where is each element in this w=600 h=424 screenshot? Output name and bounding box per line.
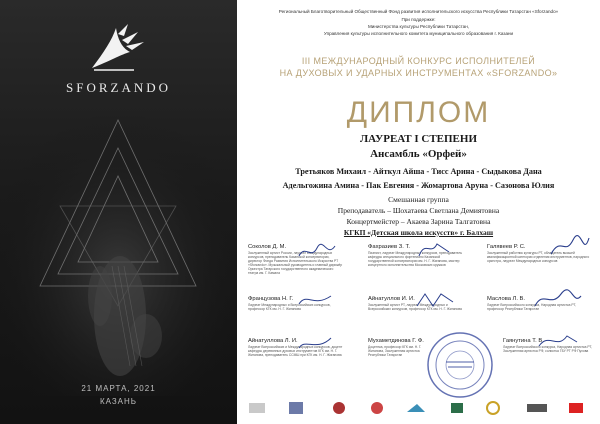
event-city: КАЗАНЬ xyxy=(99,397,138,406)
organization-stamp-icon xyxy=(426,331,494,399)
ring-logo-icon xyxy=(487,402,499,414)
partner-logos-strip xyxy=(247,400,592,416)
support-label: При поддержке: xyxy=(401,17,436,22)
jury-member: Айнатуллов И. И. Заслуженный артист РТ, лауреат Международных и Всероссийских конкурсов, профессор КГК им. Н. Г. Жиганова xyxy=(368,296,462,312)
teacher: Преподаватель – Шохатаева Светлана Демиятовна xyxy=(337,206,500,215)
category: Смешанная группа xyxy=(388,195,449,204)
contest-title-line1: III МЕЖДУНАРОДНЫЙ КОНКУРС ИСПОЛНИТЕЛЕЙ xyxy=(301,56,536,66)
signature-icon xyxy=(547,234,591,260)
laureate-degree: ЛАУРЕАТ I СТЕПЕНИ xyxy=(359,133,478,145)
signature-icon xyxy=(297,240,337,262)
bird-logo-icon xyxy=(82,22,152,74)
seal-logo-icon xyxy=(371,402,383,414)
jury-member: Мухаметдинова Г. Ф. Доцентка, профессор КГК им. Н. Г. Жиганова, Заслуженная артистка Республики Татарстан xyxy=(368,338,424,358)
administration-line: Управления культуры исполнительного комитета муниципального образования г. Казани xyxy=(323,31,514,36)
brand-name: SFORZANDO xyxy=(65,80,171,95)
diploma-document xyxy=(237,0,600,424)
signature-icon xyxy=(415,238,455,260)
red-logo-icon xyxy=(569,403,583,413)
event-date: 21 МАРТА, 2021 xyxy=(81,384,156,393)
kazan-logo-icon xyxy=(289,402,303,414)
jury-member: Айнатуллова Л. И. Лауреат Всероссийских и Международных конкурсов, доцент кафедры деревянных духовых инструментов КГК им. Н. Г. Жиганова, преподаватель ССМШ при КГК им. Н. Г. Жиганова xyxy=(248,338,343,358)
bird-partner-logo-icon xyxy=(407,404,425,412)
jury-member: Галявеев Р. С. Заслуженный работник культуры РТ, обладатель высшей квалификационной категории отделения инструментов, народного оркестра, лауреат Международных конкурсов xyxy=(487,244,590,264)
jury-member: Французова Н. Г. Лауреат Международных и Всероссийских конкурсов, профессор КГК им. Н. Г. Жиганова xyxy=(248,296,331,312)
jury-member: Фахразиев З. Т. Пианист, лауреат Международных конкурсов, преподаватель кафедры специального фортепиано Казанской государственной консерватории им. Н. Г. Жиганова, мастер концертного исполнительства Московских кружков xyxy=(368,244,463,268)
concertmaster: Концертмейстер – Акаева Зарина Талгатовна xyxy=(346,217,491,226)
jury-member: Гаянутина Т. В. Лауреат Всероссийского конкурса, Народная артистка РТ, Заслуженная артистка РФ, солистка ГБУ РТ РФ Пухова xyxy=(503,338,593,354)
signature-icon xyxy=(297,334,333,354)
organizer-line: Региональный Благотворительный Общественный Фонд развития исполнительского искусства Республики Татарстан «Sforzando» xyxy=(278,9,559,14)
theatre-logo-icon xyxy=(333,402,345,414)
signature-icon xyxy=(415,290,455,310)
signature-icon xyxy=(297,290,333,310)
ministry-line: Министерства культуры Республики Татарстан, xyxy=(367,24,470,29)
signature-icon xyxy=(537,330,579,350)
jury-member: Соколов Д. М. Заслуженный артист России, лауреат Международных конкурсов, преподаватель Казанской консерватории, директор Фонда Развития Исполнительского Искусства РТ «Sforzando». Музыкальный руководитель и главный дирижёр Оркестра Татарского государственного академического театра им. Г. Камала xyxy=(248,244,343,276)
members-line-2: Адельгожина Амина - Пак Евгения - Жомартова Аруна - Сазонова Юлия xyxy=(282,181,555,190)
partner-logo-icon xyxy=(527,404,547,412)
left-brand-panel xyxy=(0,0,237,424)
signature-icon xyxy=(533,288,583,310)
members-line-1: Третьяков Михаил - Айткул Айша - Тисс Арина - Сыдыкова Дана xyxy=(295,167,542,176)
emblem-logo-icon xyxy=(451,403,463,413)
contest-title-line2: НА ДУХОВЫХ И УДАРНЫХ ИНСТРУМЕНТАХ «SFORZANDO» xyxy=(279,68,558,78)
ensemble-name: Ансамбль «Орфей» xyxy=(370,148,467,160)
school-name: КГКП «Детская школа искусств» г. Балхаш xyxy=(343,228,494,237)
diploma-title: ДИПЛОМ xyxy=(346,96,491,129)
jury-member: Маслова Л. В. Лауреат Всероссийского конкурса, Народная артистка РТ, профессор Республики Татарстан xyxy=(487,296,577,312)
decorative-triangles-art xyxy=(0,96,237,396)
ministry-logo-icon xyxy=(249,403,265,413)
